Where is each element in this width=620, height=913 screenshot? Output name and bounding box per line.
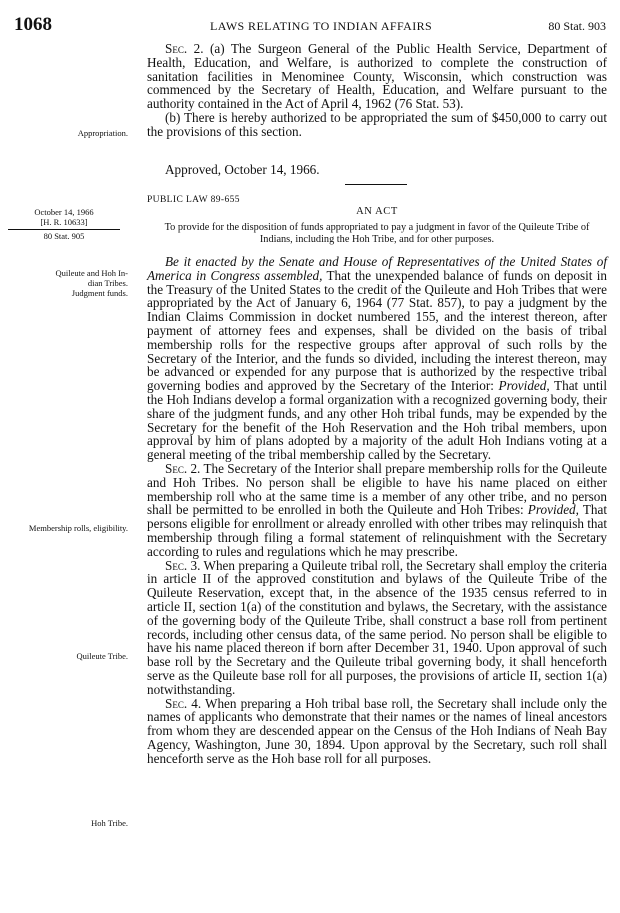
margin-note-appropriation: Appropriation. — [77, 128, 128, 138]
sec2-label: Sec. 2. — [165, 460, 201, 476]
section-divider — [345, 184, 407, 185]
margin-quileute-hoh-3: Judgment funds. — [71, 288, 128, 298]
prior-section — [147, 42, 607, 139]
sec1-text-1: That the unexpended balance of funds on deposit in the Treasury of the United States to the credit of the Quileute and Hoh Tribes that were appropriated by the Act of January 6, 1964 (77 Stat. 857), to pay a judgment by the Indian Claims Commission in docket numbered 155, and the interest thereon, after payment of attorney fees and expenses, shall be divided on the basis of tribal membership rolls for the respective groups after approval of such rolls by the Secretary of the Interior, and the funds so divided, including the interest thereon, may be advanced or expended for any purpose that is authorized by the respective tribal governing bodies and approved by the Secretary of the Interior: — [147, 267, 607, 394]
public-law-number: PUBLIC LAW 89-655 — [147, 195, 240, 205]
prior-sec-text-a: (a) The Surgeon General of the Public Health Service, Department of Health, Education, and Welfare, is authorized to complete the construction of sanitation facilities in Menominee County, Wisconsin, which construction was commenced by the Secretary of Health, Education, and Welfare pursuant to the authority contained in the Act of April 4, 1962 (76 Stat. 53). — [147, 41, 607, 112]
enacting-clause: Be it enacted by the Senate and House of Representatives of the United States of America in Congress assembled, — [147, 254, 607, 283]
law-body — [147, 255, 607, 765]
prior-sec-label: Sec. 2. — [165, 41, 204, 56]
section-4 — [147, 697, 607, 766]
section-1 — [147, 255, 607, 462]
margin-bill-box — [8, 207, 120, 241]
provided-2: Provided, — [527, 502, 579, 518]
margin-quileute-hoh-1: Quileute and Hoh In- — [55, 268, 128, 278]
margin-note-quileute-tribe: Quileute Tribe. — [76, 651, 128, 661]
margin-date: October 14, 1966 — [34, 207, 94, 217]
margin-bill-number: [H. R. 10633] — [40, 217, 88, 227]
margin-note-hoh-tribe: Hoh Tribe. — [91, 818, 128, 828]
margin-stat: 80 Stat. 905 — [43, 231, 85, 241]
act-purpose: To provide for the disposition of funds appropriated to pay a judgment in favor of the Quileute Tribe of Indians, including the Hoh Tribe, and for other purposes. — [164, 222, 590, 245]
running-title: LAWS RELATING TO INDIAN AFFAIRS — [210, 19, 433, 33]
section-2 — [147, 462, 607, 559]
sec2-text-1: The Secretary of the Interior shall prepare membership rolls for the Quileute and Hoh Tribes. No person shall be eligible to have his name placed on either membership roll who at the same time is a member of any other tribe, and no person shall be permitted to be enrolled in both the Quileute and Hoh Tribes: — [147, 460, 607, 518]
provided-1: Provided, — [498, 378, 550, 394]
sec2-text-2: That persons eligible for enrollment or already enrolled with other tribes may relinquish that membership through filing a formal statement of relinquishment with the Secretary according to rules and regulations which he may prescribe. — [147, 502, 607, 559]
sec4-text: When preparing a Hoh tribal base roll, the Secretary shall include only the names of applicants who demonstrate that their names or the names of lineal ancestors from whom they are descended appear on the Census of the Hoh Indians of Neah Bay Agency, Washington, June 30, 1894. Upon approval by the Secretary, such roll shall henceforth serve as the Hoh base roll for all purposes. — [147, 695, 607, 766]
prior-section-para-a — [147, 42, 607, 111]
margin-note-judgment — [8, 268, 128, 298]
sec1-text-2: That until the Hoh Indians develop a formal organization with a recognized governing body, their share of the judgment funds, and any other Hoh tribal funds, may be expended by the Secretary for the benefit of the Hoh Reservation and the Hoh tribal members, upon approval by him of plans adopted by a majority of the adult Hoh Indians voting at a general meeting of the tribal membership called by the Secretary. — [147, 378, 608, 463]
an-act-heading: AN ACT — [356, 206, 398, 217]
stat-reference: 80 Stat. 903 — [548, 19, 606, 33]
page-header — [0, 14, 620, 38]
margin-box-rule — [8, 229, 120, 230]
sec4-label: Sec. 4. — [165, 695, 202, 711]
margin-quileute-hoh-2: dian Tribes. — [87, 278, 128, 288]
sec3-text: When preparing a Quileute tribal roll, the Secretary shall employ the criteria in article II of the approved constitution and bylaws of the Quileute Tribe of the Quileute Reservation, except that, in the absence of the 1935 census referred to in article II, section 1(a) of the constitution and bylaws, the Secretary, with the assistance of the governing body of the Quileute Tribe, shall construct a base roll from pertinent records, including other census data, of the same period. No person shall be eligible to have his name placed thereon if born after December 31, 1940. Upon approval of such base roll by the Secretary and the Quileute tribal governing body, it shall henceforth serve as the Quileute base roll for all purposes, the provisions of article II, section 1(a) notwithstanding. — [147, 557, 607, 697]
margin-note-membership: Membership rolls, eligibility. — [28, 523, 128, 533]
section-3 — [147, 559, 607, 697]
prior-section-para-b: (b) There is hereby authorized to be appropriated the sum of $450,000 to carry out the provisions of this section. — [147, 109, 607, 139]
page-number: 1068 — [14, 14, 52, 35]
approval-date: Approved, October 14, 1966. — [165, 162, 320, 177]
sec3-label: Sec. 3. — [165, 557, 201, 573]
